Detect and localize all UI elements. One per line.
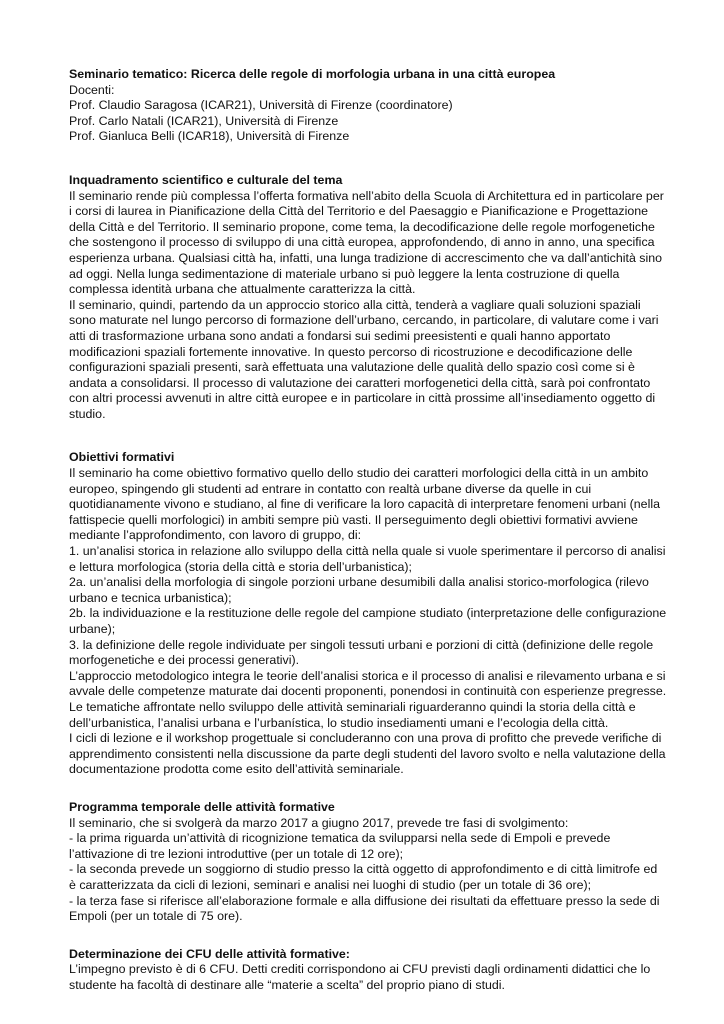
docenti-label: Docenti: — [69, 82, 115, 97]
section-obiettivi — [69, 450, 667, 777]
paragraph-line: studente ha facoltà di destinare alle “materie a scelta” del proprio piano di studi. — [69, 977, 505, 992]
paragraph-line: che sostengono il processo di sviluppo di una città europea, approfondendo, di anno in anno, una specifica — [69, 235, 655, 250]
paragraph-line: complessa identità urbana che attualmente caratterizza la città. — [69, 282, 416, 297]
paragraph-line: Le tematiche affrontate nello sviluppo delle attività seminariali riguarderanno quindi la storia della città e — [69, 699, 636, 714]
paragraph-line: I cicli di lezione e il workshop progettuale si concluderanno con una prova di profitto che prevede verifiche di — [69, 731, 662, 746]
paragraph-line: avvale delle competenze maturate dai docenti proponenti, ponendosi in continuità con esperienze pregresse. — [69, 684, 667, 699]
teacher-line: Prof. Gianluca Belli (ICAR18), Università di Firenze — [69, 129, 350, 144]
spacer — [69, 422, 659, 450]
document-title: Seminario tematico: Ricerca delle regole di morfologia urbana in una città europea — [69, 67, 556, 81]
section-inquadramento — [69, 172, 664, 423]
document-page — [69, 67, 667, 993]
paragraph-line: urbane); — [69, 622, 116, 636]
paragraph-line: è caratterizzata da cicli di lezioni, seminari e analisi nei luoghi di studio (per un totale di 36 ore); — [69, 877, 592, 892]
paragraph-line: con altri processi avvenuti in altre città europee e in particolare in città prossime all’insediamento oggetto di — [69, 391, 656, 406]
paragraph-line: esperienza urbana. Qualsiasi città ha, infatti, una lunga tradizione di accrescimento che va dall’antichità sino — [69, 250, 663, 265]
paragraph-line: - la seconda prevede un soggiorno di studio presso la città oggetto di approfondimento e di città limitrofe ed — [69, 862, 658, 877]
paragraph-line: urbano e tecnica urbanistica); — [69, 590, 232, 605]
paragraph-line: L’impegno previsto è di 6 CFU. Detti crediti corrispondono ai CFU previsti dagli ordinamenti didattici che lo — [69, 962, 651, 977]
paragraph-line: Il seminario ha come obiettivo formativo quello dello studio dei caratteri morfologici della città in un ambito — [69, 466, 649, 481]
paragraph-line: 1. un’analisi storica in relazione allo sviluppo della città nella quale si vuole sperimentare il percorso di analisi — [69, 544, 666, 559]
paragraph-line: ad oggi. Nella lunga sedimentazione di materiale urbano si può leggere la lenta costruzione di quella — [69, 266, 620, 281]
teacher-line: Prof. Carlo Natali (ICAR21), Università di Firenze — [69, 113, 339, 128]
paragraph-line: della Città e del Territorio. Il seminario propone, come tema, la decodificazione delle regole morfogenetiche — [69, 219, 655, 234]
paragraph-line: 2a. un’analisi della morfologia di singole porzioni urbane desumibili dalla analisi storico-morfologica (rilevo — [69, 575, 649, 590]
section-programma — [69, 800, 659, 925]
paragraph-line: l’attivazione di tre lezioni introduttive (per un totale di 12 ore); — [69, 846, 404, 861]
section-heading: Programma temporale delle attività formative — [69, 799, 335, 814]
paragraph-line: andata a consolidarsi. Il processo di valutazione dei caratteri morfogenetici della città, sarà poi confrontato — [69, 375, 651, 390]
paragraph-line: Il seminario, che si svolgerà da marzo 2017 a giugno 2017, prevede tre fasi di svolgimento: — [69, 815, 569, 830]
paragraph-line: sono maturate nel lungo percorso di formazione dell’urbano, cercando, in particolare, di valutare come i vari — [69, 313, 659, 328]
paragraph-line: dell’urbanistica, l’analisi urbana e l’urbanística, lo studio insediamenti umani e l’ecologia della città. — [69, 715, 609, 730]
paragraph-line: Il seminario, quindi, partendo da un approccio storico alla città, tenderà a vagliare quali soluzioni spaziali — [69, 297, 641, 312]
teacher-line: Prof. Claudio Saragosa (ICAR21), Università di Firenze (coordinatore) — [69, 98, 453, 113]
paragraph-line: morfogenetiche e dei processi generativi). — [69, 653, 300, 668]
spacer — [69, 145, 659, 173]
section-heading: Inquadramento scientifico e culturale del tema — [69, 172, 343, 187]
paragraph-line: Empoli (per un totale di 75 ore). — [69, 909, 243, 924]
paragraph-line: studio. — [69, 406, 106, 421]
paragraph-line: e lettura morfologica (storia della città e storia dell’urbanistica); — [69, 559, 412, 574]
paragraph-line: configurazioni spaziali presenti, sarà effettuata una valutazione delle qualità dello spazio così come si è — [69, 360, 635, 375]
paragraph-line: i corsi di laurea in Pianificazione della Città del Territorio e del Paesaggio e Pianificazione e Progettazione — [69, 204, 649, 219]
section-heading: Determinazione dei CFU delle attività formative: — [69, 946, 350, 961]
header-block — [69, 67, 659, 145]
section-cfu — [69, 947, 659, 994]
paragraph-line: documentazione prodotta come esito dell’attività seminariale. — [69, 762, 404, 777]
paragraph-line: - la terza fase si riferisce all’elaborazione formale e alla diffusione dei risultati da effettuare presso la sede di — [69, 893, 660, 908]
paragraph-line: mediante l’approfondimento, con lavoro di gruppo, di: — [69, 528, 362, 543]
paragraph-line: quotidianamente vivono e studiano, al fine di verificare la loro capacità di interpretare fenomeni urbani (nella — [69, 497, 660, 512]
paragraph-line: modificazioni spaziali fortemente innovative. In questo percorso di ricostruzione e decodificazione delle — [69, 344, 633, 359]
spacer — [69, 925, 659, 947]
paragraph-line: 3. la definizione delle regole individuate per singoli tessuti urbani e porzioni di città (definizione delle regole — [69, 637, 654, 652]
paragraph-line: europeo, spingendo gli studenti ad entrare in contatto con realtà urbane diverse da quelle in cui — [69, 481, 592, 496]
paragraph-line: fattispecie quelli morfologici) in ambiti sempre più vasti. Il perseguimento degli obiettivi formativi avviene — [69, 512, 638, 527]
paragraph-line: atti di trasformazione urbana sono andati a fondarsi sui sedimi preesistenti e quali hanno apportato — [69, 328, 611, 343]
paragraph-line: apprendimento consistenti nella discussione da parte degli studenti del lavoro svolto e nella valutazione della — [69, 746, 666, 761]
paragraph-line: Il seminario rende più complessa l’offerta formativa nell’abito della Scuola di Architettura ed in particolare per — [69, 188, 664, 203]
paragraph-line: 2b. la individuazione e la restituzione delle regole del campione studiato (interpretazione delle configurazione — [69, 606, 667, 621]
paragraph-line: - la prima riguarda un’attività di ricognizione tematica da svilupparsi nella sede di Empoli e prevede — [69, 831, 611, 846]
paragraph-line: L’approccio metodologico integra le teorie dell’analisi storica e il processo di analisi e rilevamento urbana e si — [69, 668, 666, 683]
spacer — [69, 778, 659, 800]
section-heading: Obiettivi formativi — [69, 450, 175, 465]
